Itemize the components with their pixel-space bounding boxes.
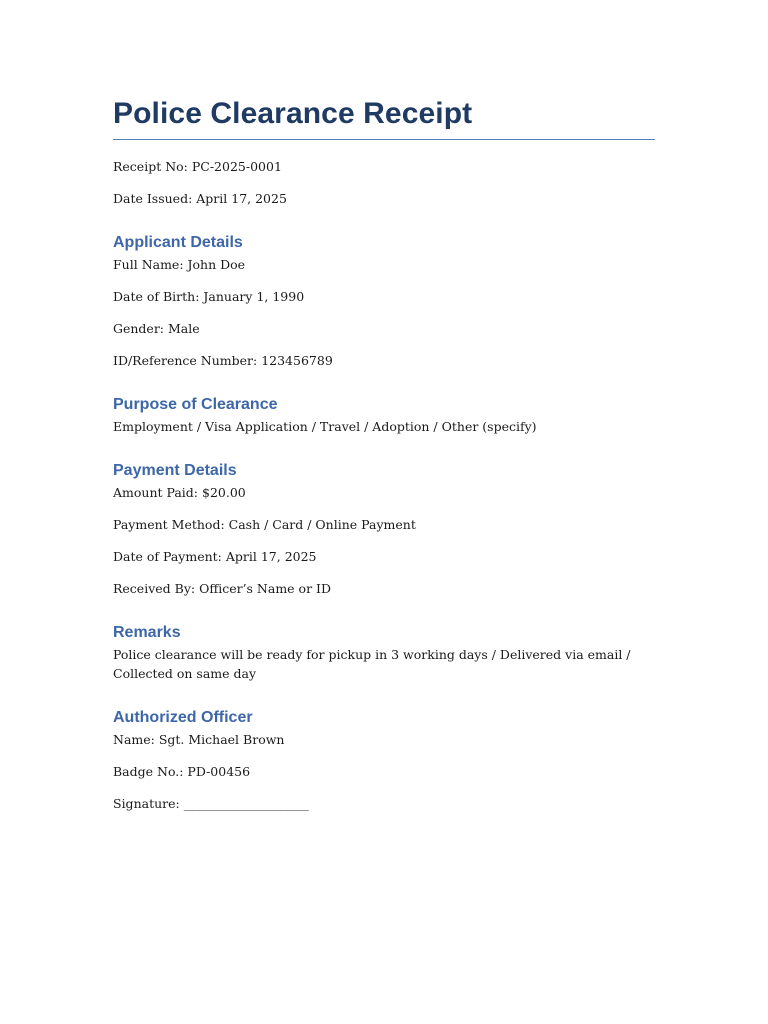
applicant-full-name: Full Name: John Doe (113, 257, 246, 272)
date-issued: Date Issued: April 17, 2025 (113, 191, 287, 206)
authorized-officer-heading: Authorized Officer (113, 709, 253, 726)
payment-method: Payment Method: Cash / Card / Online Payment (113, 517, 416, 532)
payment-date: Date of Payment: April 17, 2025 (113, 549, 317, 564)
payment-received-by: Received By: Officer’s Name or ID (113, 581, 331, 596)
receipt-number: Receipt No: PC-2025-0001 (113, 159, 282, 174)
remarks-heading: Remarks (113, 624, 181, 641)
page-title: Police Clearance Receipt (113, 96, 655, 140)
applicant-date-of-birth: Date of Birth: January 1, 1990 (113, 289, 305, 304)
remarks-text: Police clearance will be ready for pickup in 3 working days / Delivered via email / Collected on same day (113, 647, 631, 681)
document-body (113, 96, 655, 813)
purpose-text: Employment / Visa Application / Travel / Adoption / Other (specify) (113, 419, 537, 434)
purpose-heading: Purpose of Clearance (113, 396, 278, 413)
applicant-gender: Gender: Male (113, 321, 200, 336)
officer-badge: Badge No.: PD-00456 (113, 764, 251, 779)
payment-amount: Amount Paid: $20.00 (113, 485, 246, 500)
applicant-details-heading: Applicant Details (113, 234, 243, 251)
officer-signature: Signature: ____________________ (113, 796, 309, 811)
payment-details-heading: Payment Details (113, 462, 237, 479)
officer-name: Name: Sgt. Michael Brown (113, 732, 285, 747)
applicant-id-reference: ID/Reference Number: 123456789 (113, 353, 333, 368)
